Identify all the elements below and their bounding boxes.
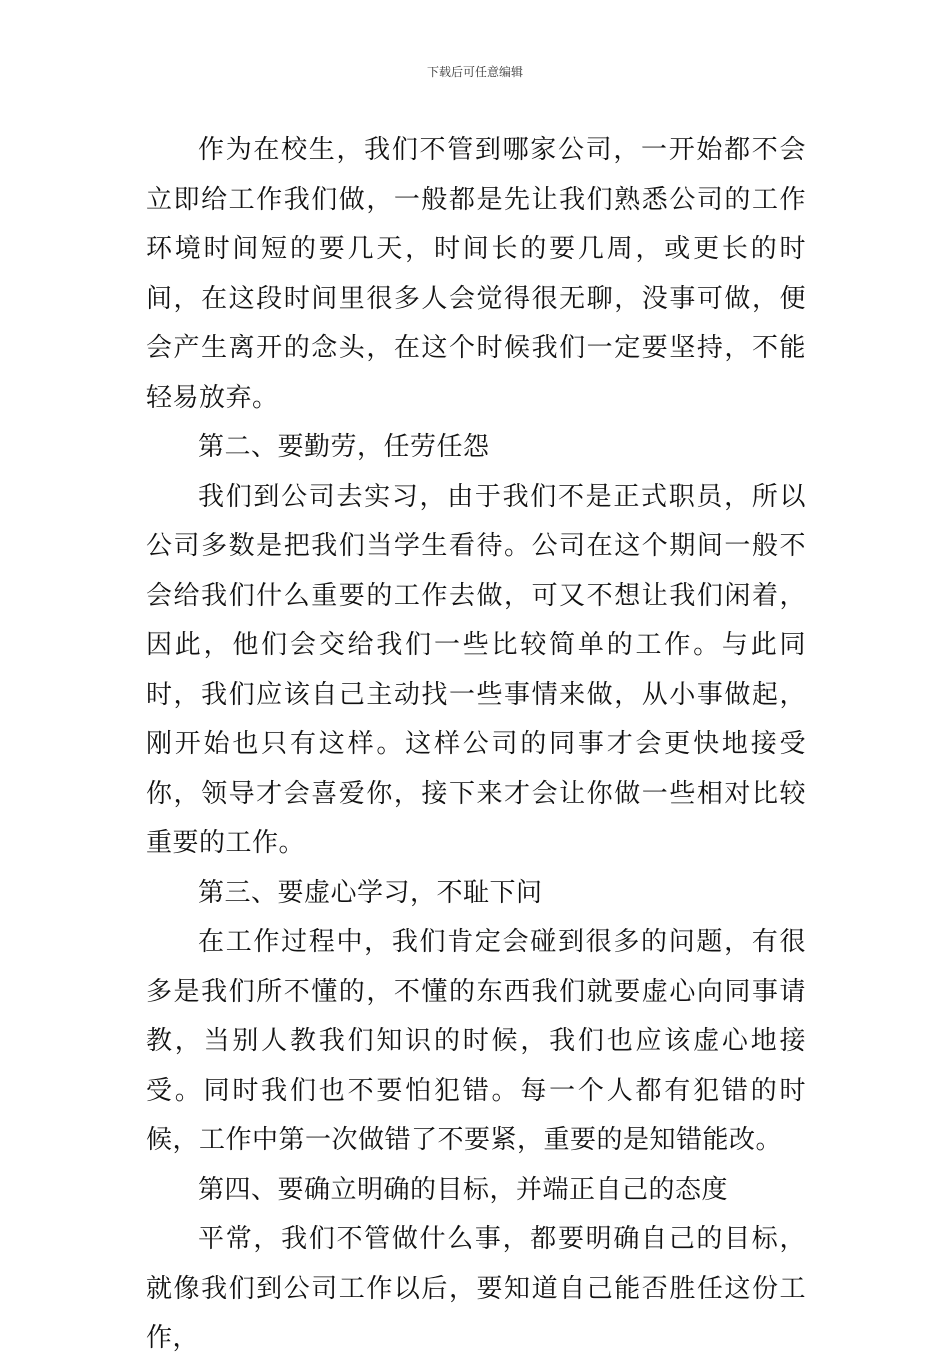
paragraph-body: 我们到公司去实习，由于我们不是正式职员，所以公司多数是把我们当学生看待。公司在这个期间一般不会给我们什么重要的工作去做，可又不想让我们闲着，因此，他们会交给我们一些比较简单的工作。与此同时，我们应该自己主动找一些事情来做，从小事做起，刚开始也只有这样。这样公司的同事才会更快地接受你，领导才会喜爱你，接下来才会让你做一些相对比较重要的工作。 [146,481,806,858]
paragraph-body: 平常，我们不管做什么事，都要明确自己的目标，就像我们到公司工作以后，要知道自己能否胜任这份工作， [146,1224,806,1353]
paragraph-body: 作为在校生，我们不管到哪家公司，一开始都不会立即给工作我们做，一般都是先让我们熟悉公司的工作环境时间短的要几天，时间长的要几周，或更长的时间，在这段时间里很多人会觉得很无聊，没事可做，便会产生离开的念头，在这个时候我们一定要坚持，不能轻易放弃。 [146,135,806,413]
document-body [146,126,806,1364]
section-heading: 第四、要确立明确的目标，并端正自己的态度 [198,1174,729,1205]
section-heading: 第二、要勤劳，任劳任怨 [198,432,490,462]
paragraph-body: 在工作过程中，我们肯定会碰到很多的问题，有很多是我们所不懂的，不懂的东西我们就要虚心向同事请教，当别人教我们知识的时候，我们也应该虚心地接受。同时我们也不要怕犯错。每一个人都有犯错的时候，工作中第一次做错了不要紧，重要的是知错能改。 [146,927,806,1155]
page-header-note: 下载后可任意编辑 [426,65,523,79]
section-heading: 第三、要虚心学习，不耻下问 [198,877,543,908]
